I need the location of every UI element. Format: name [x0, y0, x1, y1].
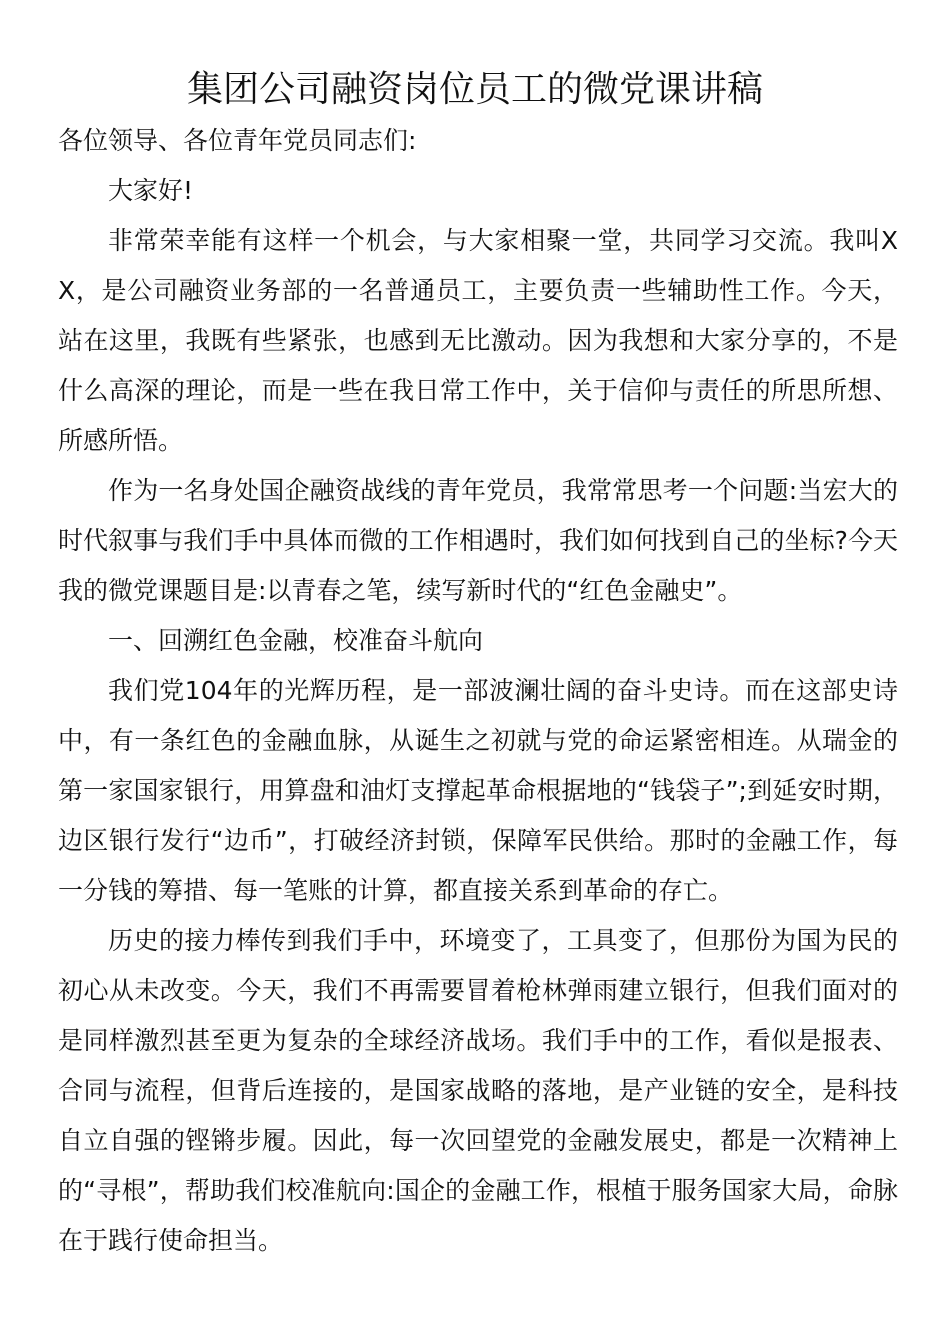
paragraph: 非常荣幸能有这样一个机会，与大家相聚一堂，共同学习交流。我叫XX，是公司融资业务部的一名普通员工，主要负责一些辅助性工作。今天，站在这里，我既有些紧张，也感到无比激动。因为我想和大家分享的，不是什么高深的理论，而是一些在我日常工作中，关于信仰与责任的所思所想、所感所悟。 [58, 226, 898, 455]
paragraph: 我们党104年的光辉历程，是一部波澜壮阔的奋斗史诗。而在这部史诗中，有一条红色的金融血脉，从诞生之初就与党的命运紧密相连。从瑞金的第一家国家银行，用算盘和油灯支撑起革命根据地的“钱袋子”;到延安时期，边区银行发行“边币”，打破经济封锁，保障军民供给。那时的金融工作，每一分钱的筹措、每一笔账的计算，都直接关系到革命的存亡。 [58, 676, 898, 905]
paragraph: 作为一名身处国企融资战线的青年党员，我常常思考一个问题:当宏大的时代叙事与我们手中具体而微的工作相遇时，我们如何找到自己的坐标?今天我的微党课题目是:以青春之笔，续写新时代的“红色金融史”。 [58, 476, 898, 605]
page-title: 集团公司融资岗位员工的微党课讲稿 [186, 69, 763, 110]
section-heading: 一、回溯红色金融，校准奋斗航向 [108, 626, 484, 655]
salutation: 各位领导、各位青年党员同志们: [58, 126, 417, 155]
paragraph: 历史的接力棒传到我们手中，环境变了，工具变了，但那份为国为民的初心从未改变。今天，我们不再需要冒着枪林弹雨建立银行，但我们面对的是同样激烈甚至更为复杂的全球经济战场。我们手中的工作，看似是报表、合同与流程，但背后连接的，是国家战略的落地，是产业链的安全，是科技自立自强的铿锵步履。因此，每一次回望党的金融发展史，都是一次精神上的“寻根”，帮助我们校准航向:国企的金融工作，根植于服务国家大局，命脉在于践行使命担当。 [58, 926, 898, 1255]
document-body [58, 116, 898, 1266]
greeting: 大家好! [108, 176, 194, 205]
